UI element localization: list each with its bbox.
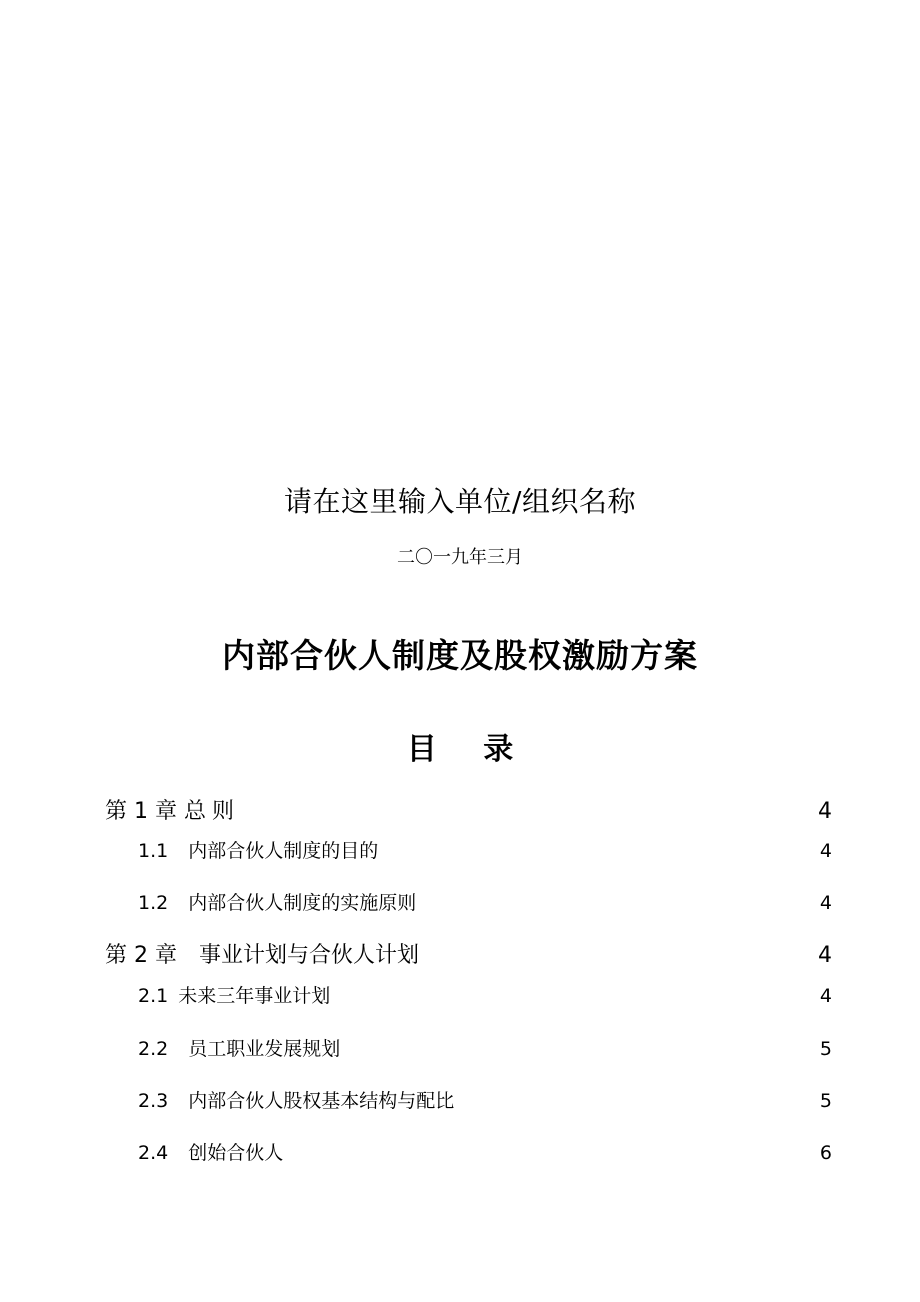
toc-entry-section-2-2[interactable] xyxy=(138,1036,832,1062)
toc-entry-page: 5 xyxy=(819,1038,832,1060)
toc-heading: 目 录 xyxy=(406,732,514,767)
toc-entry-page: 4 xyxy=(818,799,832,824)
toc-entry-label: 内部合伙人制度的实施原则 xyxy=(188,892,417,914)
toc-entry-number: 1.2 xyxy=(138,892,169,914)
toc-dot-leader xyxy=(379,838,819,857)
toc-entry-label: 事业计划与合伙人计划 xyxy=(198,943,419,968)
toc-dot-leader xyxy=(341,1036,819,1055)
toc-entry-label: 员工职业发展规划 xyxy=(188,1038,341,1060)
toc-entry-number: 2.2 xyxy=(138,1038,169,1060)
toc-dot-leader xyxy=(235,796,817,818)
toc-entry-number: 2.3 xyxy=(138,1090,169,1112)
toc-dot-leader xyxy=(331,983,819,1002)
toc-entry-section-1-1[interactable] xyxy=(138,838,832,864)
toc-entry-section-2-3[interactable] xyxy=(138,1088,832,1114)
document-date: 二〇一九年三月 xyxy=(397,547,523,568)
toc-entry-number: 第 2 章 xyxy=(105,943,177,968)
toc-dot-leader xyxy=(455,1088,819,1107)
toc-entry-label: 则 xyxy=(211,799,234,824)
toc-entry-chapter-1[interactable] xyxy=(105,796,832,827)
toc-entry-page: 5 xyxy=(819,1090,832,1112)
toc-entry-label: 内部合伙人股权基本结构与配比 xyxy=(188,1090,455,1112)
toc-entry-number: 1.1 xyxy=(138,840,169,862)
toc-entry-page: 4 xyxy=(819,985,832,1007)
toc-entry-page: 4 xyxy=(819,892,832,914)
toc-entry-number: 2.4 xyxy=(138,1142,169,1164)
toc-entry-label: 内部合伙人制度的目的 xyxy=(188,840,379,862)
toc-entry-section-1-2[interactable] xyxy=(138,890,832,916)
toc-entry-page: 6 xyxy=(819,1142,832,1164)
toc-entry-number: 2.1 xyxy=(138,985,169,1007)
document-title: 内部合伙人制度及股权激励方案 xyxy=(222,636,698,675)
toc-dot-leader xyxy=(420,940,817,962)
toc-entry-section-2-4[interactable] xyxy=(138,1140,832,1166)
toc-entry-chapter-2[interactable] xyxy=(105,940,832,971)
toc-entry-label: 创始合伙人 xyxy=(188,1142,284,1164)
toc-dot-leader xyxy=(284,1140,819,1159)
toc-entry-page: 4 xyxy=(819,840,832,862)
toc-entry-number: 第 1 章 总 xyxy=(105,799,206,824)
toc-entry-label: 未来三年事业计划 xyxy=(178,985,331,1007)
organization-name: 请在这里输入单位/组织名称 xyxy=(284,485,636,518)
toc-entry-section-2-1[interactable] xyxy=(138,983,832,1009)
toc-dot-leader xyxy=(417,890,819,909)
toc-entry-page: 4 xyxy=(818,943,832,968)
